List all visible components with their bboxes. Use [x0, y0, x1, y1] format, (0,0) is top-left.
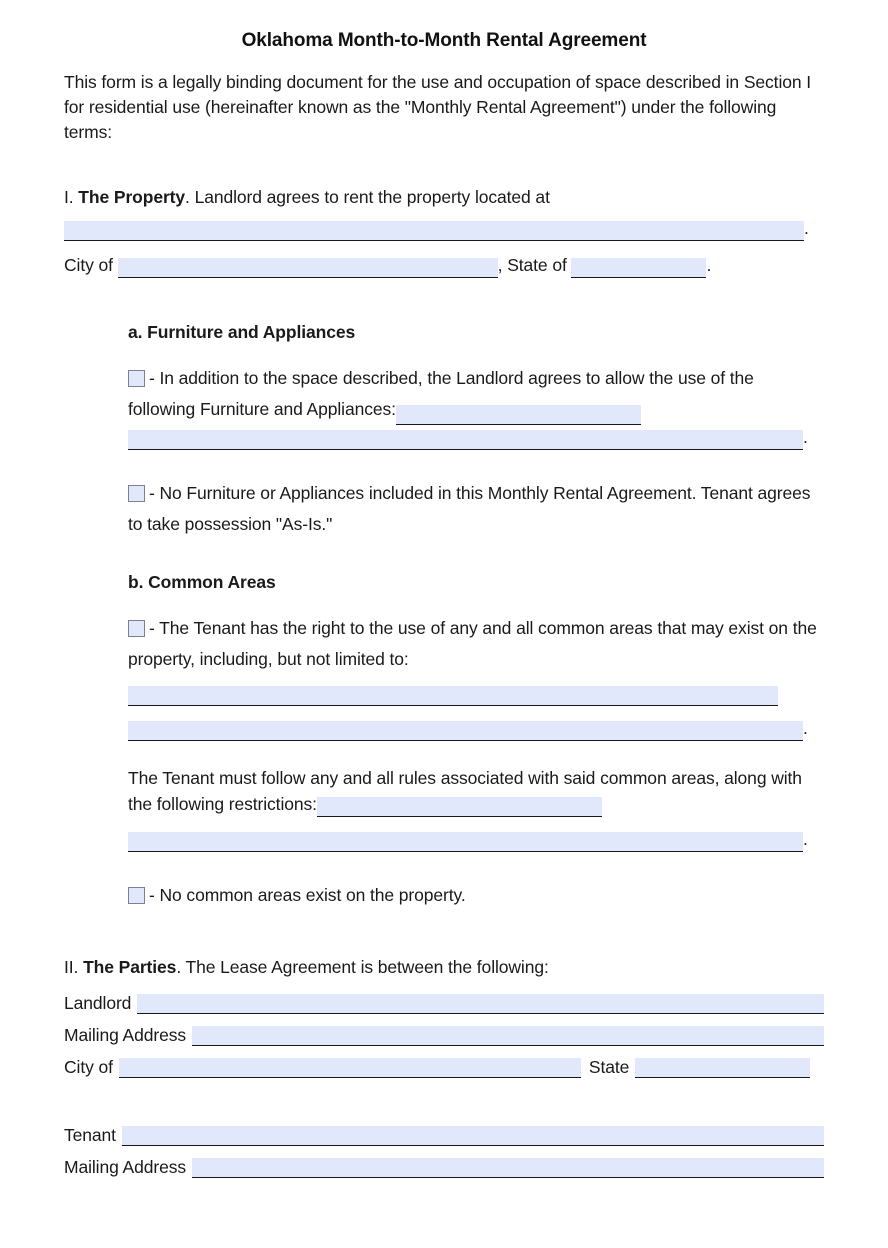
common-areas-include-checkbox[interactable]: [128, 620, 145, 637]
landlord-state-input[interactable]: [635, 1058, 810, 1078]
state-label: , State of: [497, 255, 567, 275]
section-one-number: I.: [64, 187, 74, 207]
city-label: City of: [64, 255, 113, 275]
tenant-mailing-row: [64, 1156, 824, 1178]
furniture-option-a: [128, 363, 824, 425]
furniture-option-a-text: - In addition to the space described, the Landlord agrees to allow the use of the following Furniture and Appliances:: [128, 368, 754, 419]
landlord-city-input[interactable]: [119, 1058, 581, 1078]
common-areas-rules: [128, 765, 824, 817]
furniture-list-input-1[interactable]: [396, 405, 641, 425]
city-state-period: .: [706, 255, 712, 275]
common-areas-restrictions-input-2[interactable]: [128, 832, 803, 852]
section-two-title: The Parties: [83, 957, 177, 977]
common-areas-restrictions-input-1[interactable]: [317, 797, 602, 817]
furniture-block: [128, 322, 824, 911]
common-areas-restrictions-row-2: [128, 827, 824, 852]
document-page: [0, 30, 888, 1248]
furniture-list-row-2: [128, 425, 824, 450]
common-areas-option-a-text: - The Tenant has the right to the use of any and all common areas that may exist on the property, including, but not limited to:: [128, 618, 817, 669]
landlord-name-row: [64, 992, 824, 1014]
tenant-name-input[interactable]: [122, 1126, 824, 1146]
section-two-lead: . The Lease Agreement is between the following:: [176, 957, 549, 977]
common-areas-heading: b. Common Areas: [128, 572, 276, 592]
section-two-number: II.: [64, 957, 79, 977]
landlord-name-label: Landlord: [64, 993, 132, 1013]
common-areas-rules-period: .: [803, 829, 808, 849]
common-areas-rules-text: The Tenant must follow any and all rules associated with said common areas, along with the following restrictions:: [128, 768, 802, 814]
section-one-lead: . Landlord agrees to rent the property located at: [185, 187, 550, 207]
city-input[interactable]: [118, 258, 498, 278]
landlord-city-state-row: [64, 1056, 824, 1078]
common-areas-option-a: [128, 613, 824, 675]
section-two-heading: [64, 955, 824, 980]
property-address-row: [64, 216, 824, 241]
intro-paragraph: This form is a legally binding document for the use and occupation of space described in Section I for residential use (hereinafter known as the "Monthly Rental Agreement") under the following terms:: [64, 72, 812, 142]
furniture-heading: a. Furniture and Appliances: [128, 322, 356, 342]
document-body: [0, 70, 888, 1178]
page-title: Oklahoma Month-to-Month Rental Agreement: [241, 30, 647, 51]
landlord-city-label: City of: [64, 1057, 113, 1077]
common-areas-input-1[interactable]: [128, 686, 778, 706]
common-areas-input-2[interactable]: [128, 721, 803, 741]
common-areas-list-row-1: [128, 681, 824, 706]
property-city-state-row: [64, 253, 824, 278]
furniture-period: .: [803, 427, 808, 447]
landlord-mailing-input[interactable]: [192, 1026, 824, 1046]
furniture-include-checkbox[interactable]: [128, 370, 145, 387]
furniture-none-checkbox[interactable]: [128, 485, 145, 502]
section-one-heading: [64, 185, 824, 210]
tenant-name-label: Tenant: [64, 1125, 116, 1145]
property-address-period: .: [804, 218, 809, 238]
common-areas-none-checkbox[interactable]: [128, 887, 145, 904]
landlord-state-label: State: [588, 1057, 630, 1077]
tenant-name-row: [64, 1124, 824, 1146]
section-one-title: The Property: [78, 187, 186, 207]
state-input[interactable]: [571, 258, 706, 278]
tenant-mailing-label: Mailing Address: [64, 1157, 187, 1177]
tenant-mailing-input[interactable]: [192, 1158, 824, 1178]
furniture-option-b: [128, 478, 824, 540]
landlord-mailing-row: [64, 1024, 824, 1046]
property-address-input[interactable]: [64, 221, 804, 241]
furniture-option-b-text: - No Furniture or Appliances included in this Monthly Rental Agreement. Tenant agrees to take possession "As-Is.": [128, 483, 811, 534]
landlord-name-input[interactable]: [137, 994, 824, 1014]
landlord-mailing-label: Mailing Address: [64, 1025, 187, 1045]
common-areas-period: .: [803, 718, 808, 738]
common-areas-list-row-2: [128, 716, 824, 741]
common-areas-option-b: [128, 880, 824, 911]
common-areas-option-b-text: - No common areas exist on the property.: [149, 885, 466, 905]
furniture-list-input-2[interactable]: [128, 430, 803, 450]
